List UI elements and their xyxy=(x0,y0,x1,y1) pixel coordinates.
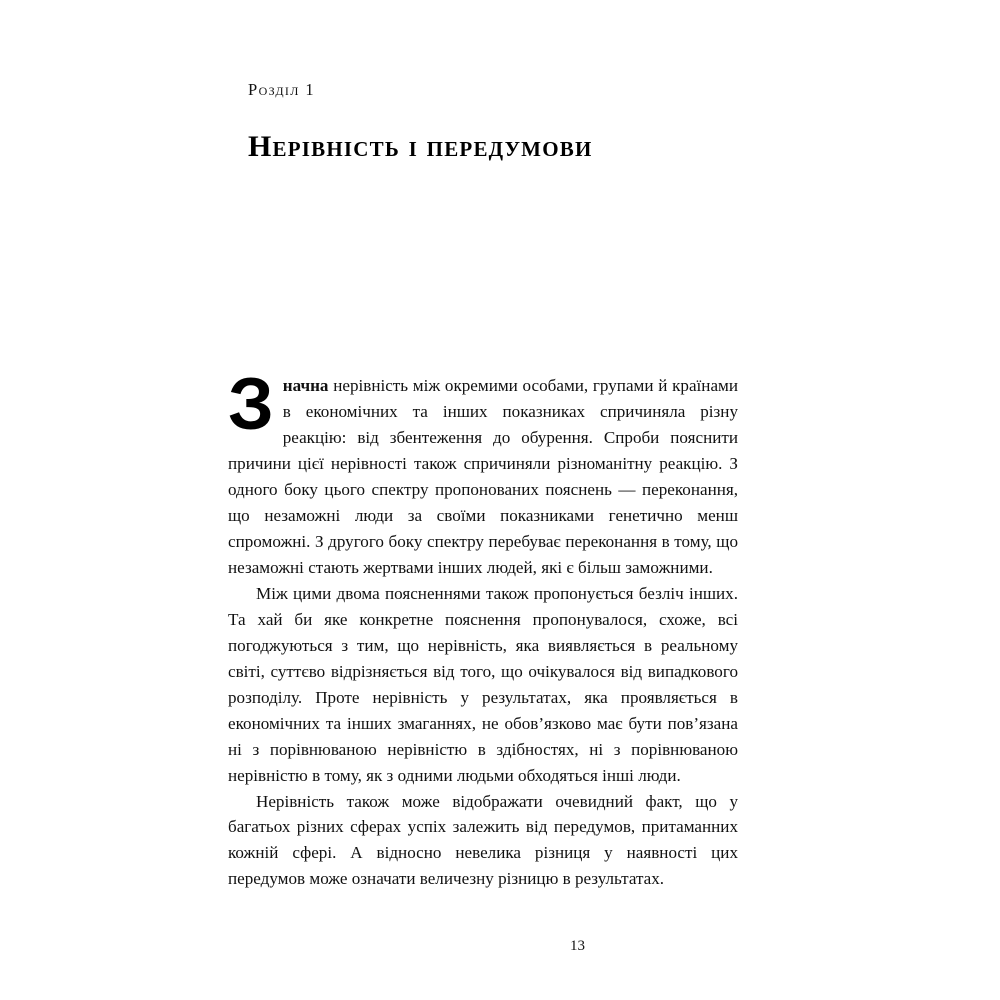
chapter-title: Нерівність і передумови xyxy=(248,130,593,163)
paragraph-1 xyxy=(228,364,738,581)
chapter-label: Розділ 1 xyxy=(248,80,316,99)
paragraph-3: Нерівність також може відображати очевидний факт, що у багатьох різних сферах успіх залежить від передумов, притаманних кожній сфері. А відносно невелика різниця у наявності цих передумов може означати величезну різницю в результатах. xyxy=(228,791,738,889)
page-number xyxy=(0,938,1000,955)
paragraph-1-text: нерівність між окремими особами, групами й країнами в економічних та інших показниках спричиняла різну реакцію: від збентеження до обурення. Спроби пояснити причини цієї нерівності також спричиняли різноманітну реакцію. З одного боку цього спектру пропонованих пояснень — переконання, що незаможні люди за своїми показниками генетично менш спроможні. З другого боку спектру перебуває переконання в тому, що незаможні стають жертвами інших людей, які є більш заможними. xyxy=(228,376,738,577)
page-number-value: 13 xyxy=(570,938,585,954)
paragraph-2: Між цими двома поясненнями також пропонується безліч інших. Та хай би яке конкретне пояснення пропонувалося, схоже, всі погоджуються з тим, що нерівність, яка виявляється в реальному світі, суттєво відрізняється від того, що очікувалося від випадкового розподілу. Проте нерівність у результатах, яка проявляється в економічних та інших змаганнях, не обов’язково має бути пов’язана ні з порівнюваною нерівністю в здібностях, ні з порівнюваною нерівністю в тому, як з одними людьми обходяться інші люди. xyxy=(228,583,738,785)
drop-cap-letter: З xyxy=(228,364,274,445)
lead-word: начна xyxy=(282,376,329,395)
chapter-header xyxy=(228,80,738,163)
body-text xyxy=(228,364,738,892)
